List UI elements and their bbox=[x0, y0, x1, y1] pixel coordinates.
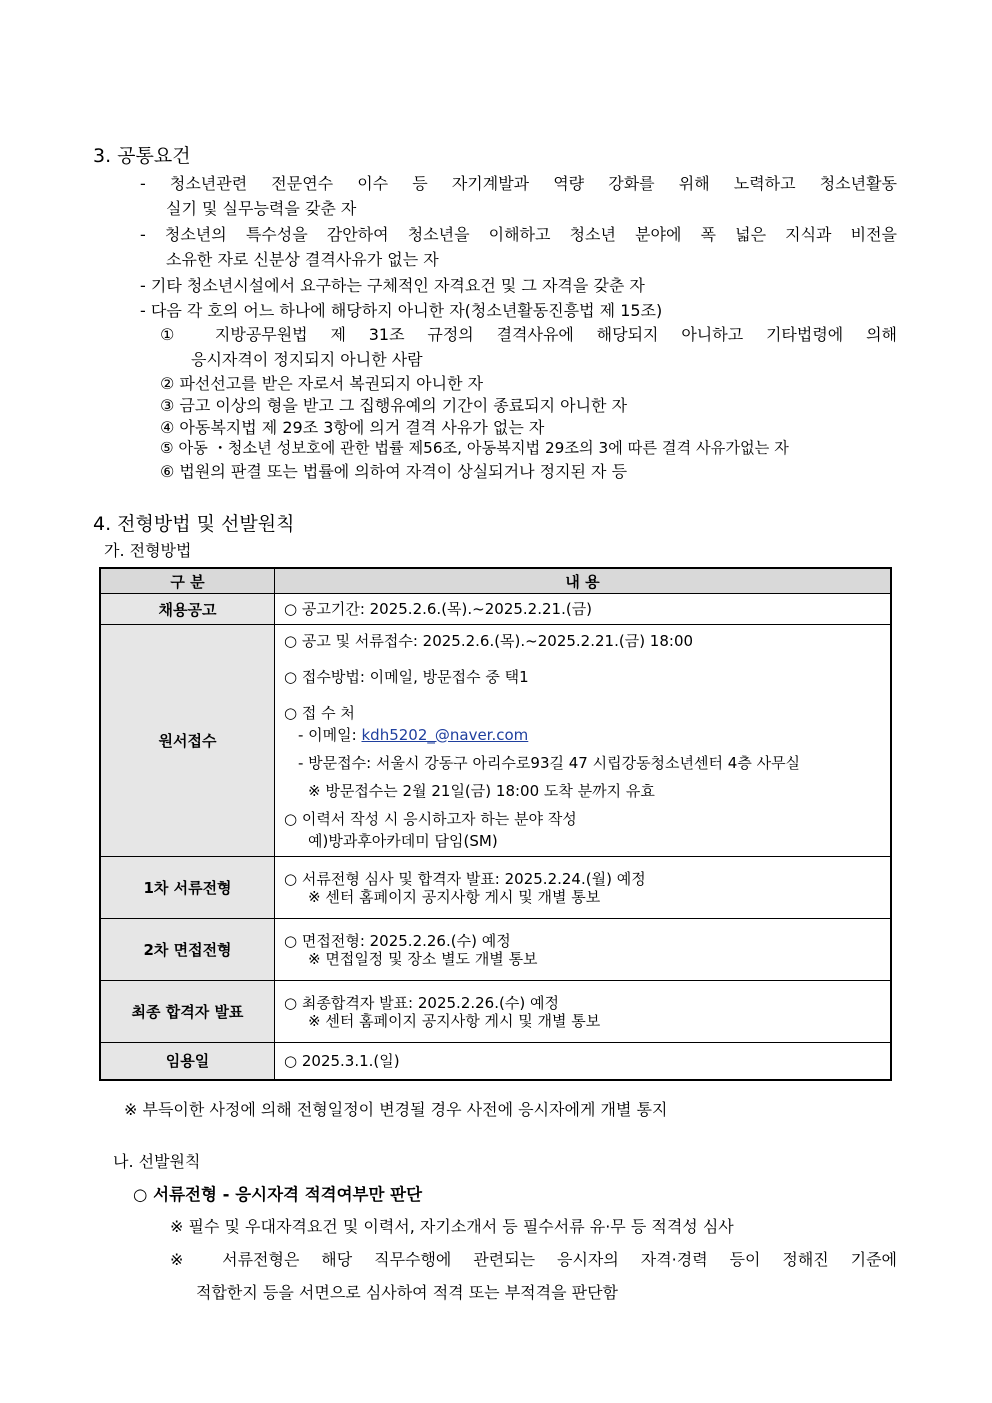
row-value bbox=[275, 919, 892, 981]
row-value bbox=[275, 594, 892, 625]
table-row bbox=[100, 625, 891, 857]
application-place-title: ○ 접 수 처 bbox=[284, 703, 355, 722]
req2-line1: - 청소년의 특수성을 감안하여 청소년을 이해하고 청소년 분야에 폭 넓은 지식과 비전을 bbox=[140, 225, 897, 244]
document-screening-note: ※ 센터 홈페이지 공지사항 게시 및 개별 통보 bbox=[308, 887, 601, 906]
application-method: ○ 접수방법: 이메일, 방문접수 중 택1 bbox=[284, 667, 529, 686]
row-key-application: 원서접수 bbox=[100, 625, 275, 857]
row-value bbox=[275, 1043, 892, 1080]
interview-note: ※ 면접일정 및 장소 별도 개별 통보 bbox=[308, 949, 538, 968]
row-value bbox=[275, 981, 892, 1043]
section4-title: 4. 전형방법 및 선발원칙 bbox=[93, 513, 295, 535]
disq1-line1: ① 지방공무원법 제 31조 규정의 결격사유에 해당되지 아니하고 기타법령에 의해 bbox=[160, 325, 897, 344]
header-category: 구 분 bbox=[100, 568, 275, 594]
visit-deadline-note: ※ 방문접수는 2월 21일(금) 18:00 도착 분까지 유효 bbox=[308, 781, 655, 800]
row-key-announcement: 채용공고 bbox=[100, 594, 275, 625]
row-key-appointment: 임용일 bbox=[100, 1043, 275, 1080]
table-row bbox=[100, 919, 891, 981]
interview-date: ○ 면접전형: 2025.2.26.(수) 예정 bbox=[284, 931, 511, 950]
subsection-a-title: 가. 전형방법 bbox=[104, 541, 192, 560]
disq1-line2: 응시자격이 정지되지 아니한 사람 bbox=[191, 350, 423, 369]
disq4: ④ 아동복지법 제 29조 3항에 의거 결격 사유가 없는 자 bbox=[160, 418, 545, 437]
disq2: ② 파선선고를 받은 자로서 복권되지 아니한 자 bbox=[160, 374, 484, 393]
email-label: - 이메일: bbox=[298, 725, 362, 744]
visit-address: - 방문접수: 서울시 강동구 아리수로93길 47 시립강동청소년센터 4층 사무실 bbox=[298, 753, 801, 772]
application-period: ○ 공고 및 서류접수: 2025.2.6.(목).~2025.2.21.(금) 18:00 bbox=[284, 631, 694, 650]
disq5: ⑤ 아동 ・청소년 성보호에 관한 법률 제56조, 아동복지법 29조의 3에 따른 결격 사유가없는 자 bbox=[160, 439, 789, 457]
resume-note: ○ 이력서 작성 시 응시하고자 하는 분야 작성 bbox=[284, 809, 577, 828]
header-content: 내 용 bbox=[275, 568, 892, 594]
table-row bbox=[100, 857, 891, 919]
req4: - 다음 각 호의 어느 하나에 해당하지 아니한 자(청소년활동진흥법 제 15조) bbox=[140, 301, 663, 320]
row-key-interview: 2차 면접전형 bbox=[100, 919, 275, 981]
table-row bbox=[100, 1043, 891, 1080]
req3: - 기타 청소년시설에서 요구하는 구체적인 자격요건 및 그 자격을 갖춘 자 bbox=[140, 276, 645, 295]
principle-item-2-line1: ※ 서류전형은 해당 직무수행에 관련되는 응시자의 자격·경력 등이 정해진 기준에 bbox=[170, 1250, 897, 1269]
table-header-row bbox=[100, 568, 891, 594]
disq3: ③ 금고 이상의 형을 받고 그 집행유예의 기간이 종료되지 아니한 자 bbox=[160, 396, 628, 415]
final-announcement-note: ※ 센터 홈페이지 공지사항 게시 및 개별 통보 bbox=[308, 1011, 601, 1030]
document-screening-date: ○ 서류전형 심사 및 합격자 발표: 2025.2.24.(월) 예정 bbox=[284, 869, 646, 888]
principle-item-2-line2: 적합한지 등을 서면으로 심사하여 적격 또는 부적격을 판단함 bbox=[196, 1283, 619, 1302]
table-row bbox=[100, 594, 891, 625]
selection-schedule-table bbox=[99, 567, 892, 1081]
principle-title: ○ 서류전형 - 응시자격 적격여부만 판단 bbox=[133, 1185, 423, 1204]
principle-item-1: ※ 필수 및 우대자격요건 및 이력서, 자기소개서 등 필수서류 유·무 등 적격성 심사 bbox=[170, 1217, 734, 1236]
row-key-final-announcement: 최종 합격자 발표 bbox=[100, 981, 275, 1043]
row-key-document-screening: 1차 서류전형 bbox=[100, 857, 275, 919]
appointment-date: ○ 2025.3.1.(일) bbox=[284, 1051, 400, 1070]
schedule-change-note: ※ 부득이한 사정에 의해 전형일정이 변경될 경우 사전에 응시자에게 개별 통지 bbox=[124, 1100, 668, 1119]
req1-line1: - 청소년관련 전문연수 이수 등 자기계발과 역량 강화를 위해 노력하고 청소년활동 bbox=[140, 174, 897, 193]
resume-example: 예)방과후아카데미 담임(SM) bbox=[308, 831, 498, 850]
disq6: ⑥ 법원의 판결 또는 법률에 의하여 자격이 상실되거나 정지된 자 등 bbox=[160, 462, 628, 481]
row-value bbox=[275, 625, 892, 857]
email-link[interactable]: kdh5202_@naver.com bbox=[361, 725, 529, 744]
final-announcement-date: ○ 최종합격자 발표: 2025.2.26.(수) 예정 bbox=[284, 993, 559, 1012]
subsection-b-title: 나. 선발원칙 bbox=[113, 1152, 201, 1171]
req2-line2: 소유한 자로 신분상 결격사유가 없는 자 bbox=[166, 250, 439, 269]
row-value bbox=[275, 857, 892, 919]
announcement-period: ○ 공고기간: 2025.2.6.(목).~2025.2.21.(금) bbox=[284, 600, 593, 618]
table-row bbox=[100, 981, 891, 1043]
section3-title: 3. 공통요건 bbox=[93, 145, 191, 167]
application-email-line bbox=[284, 724, 890, 746]
req1-line2: 실기 및 실무능력을 갖춘 자 bbox=[166, 199, 357, 218]
